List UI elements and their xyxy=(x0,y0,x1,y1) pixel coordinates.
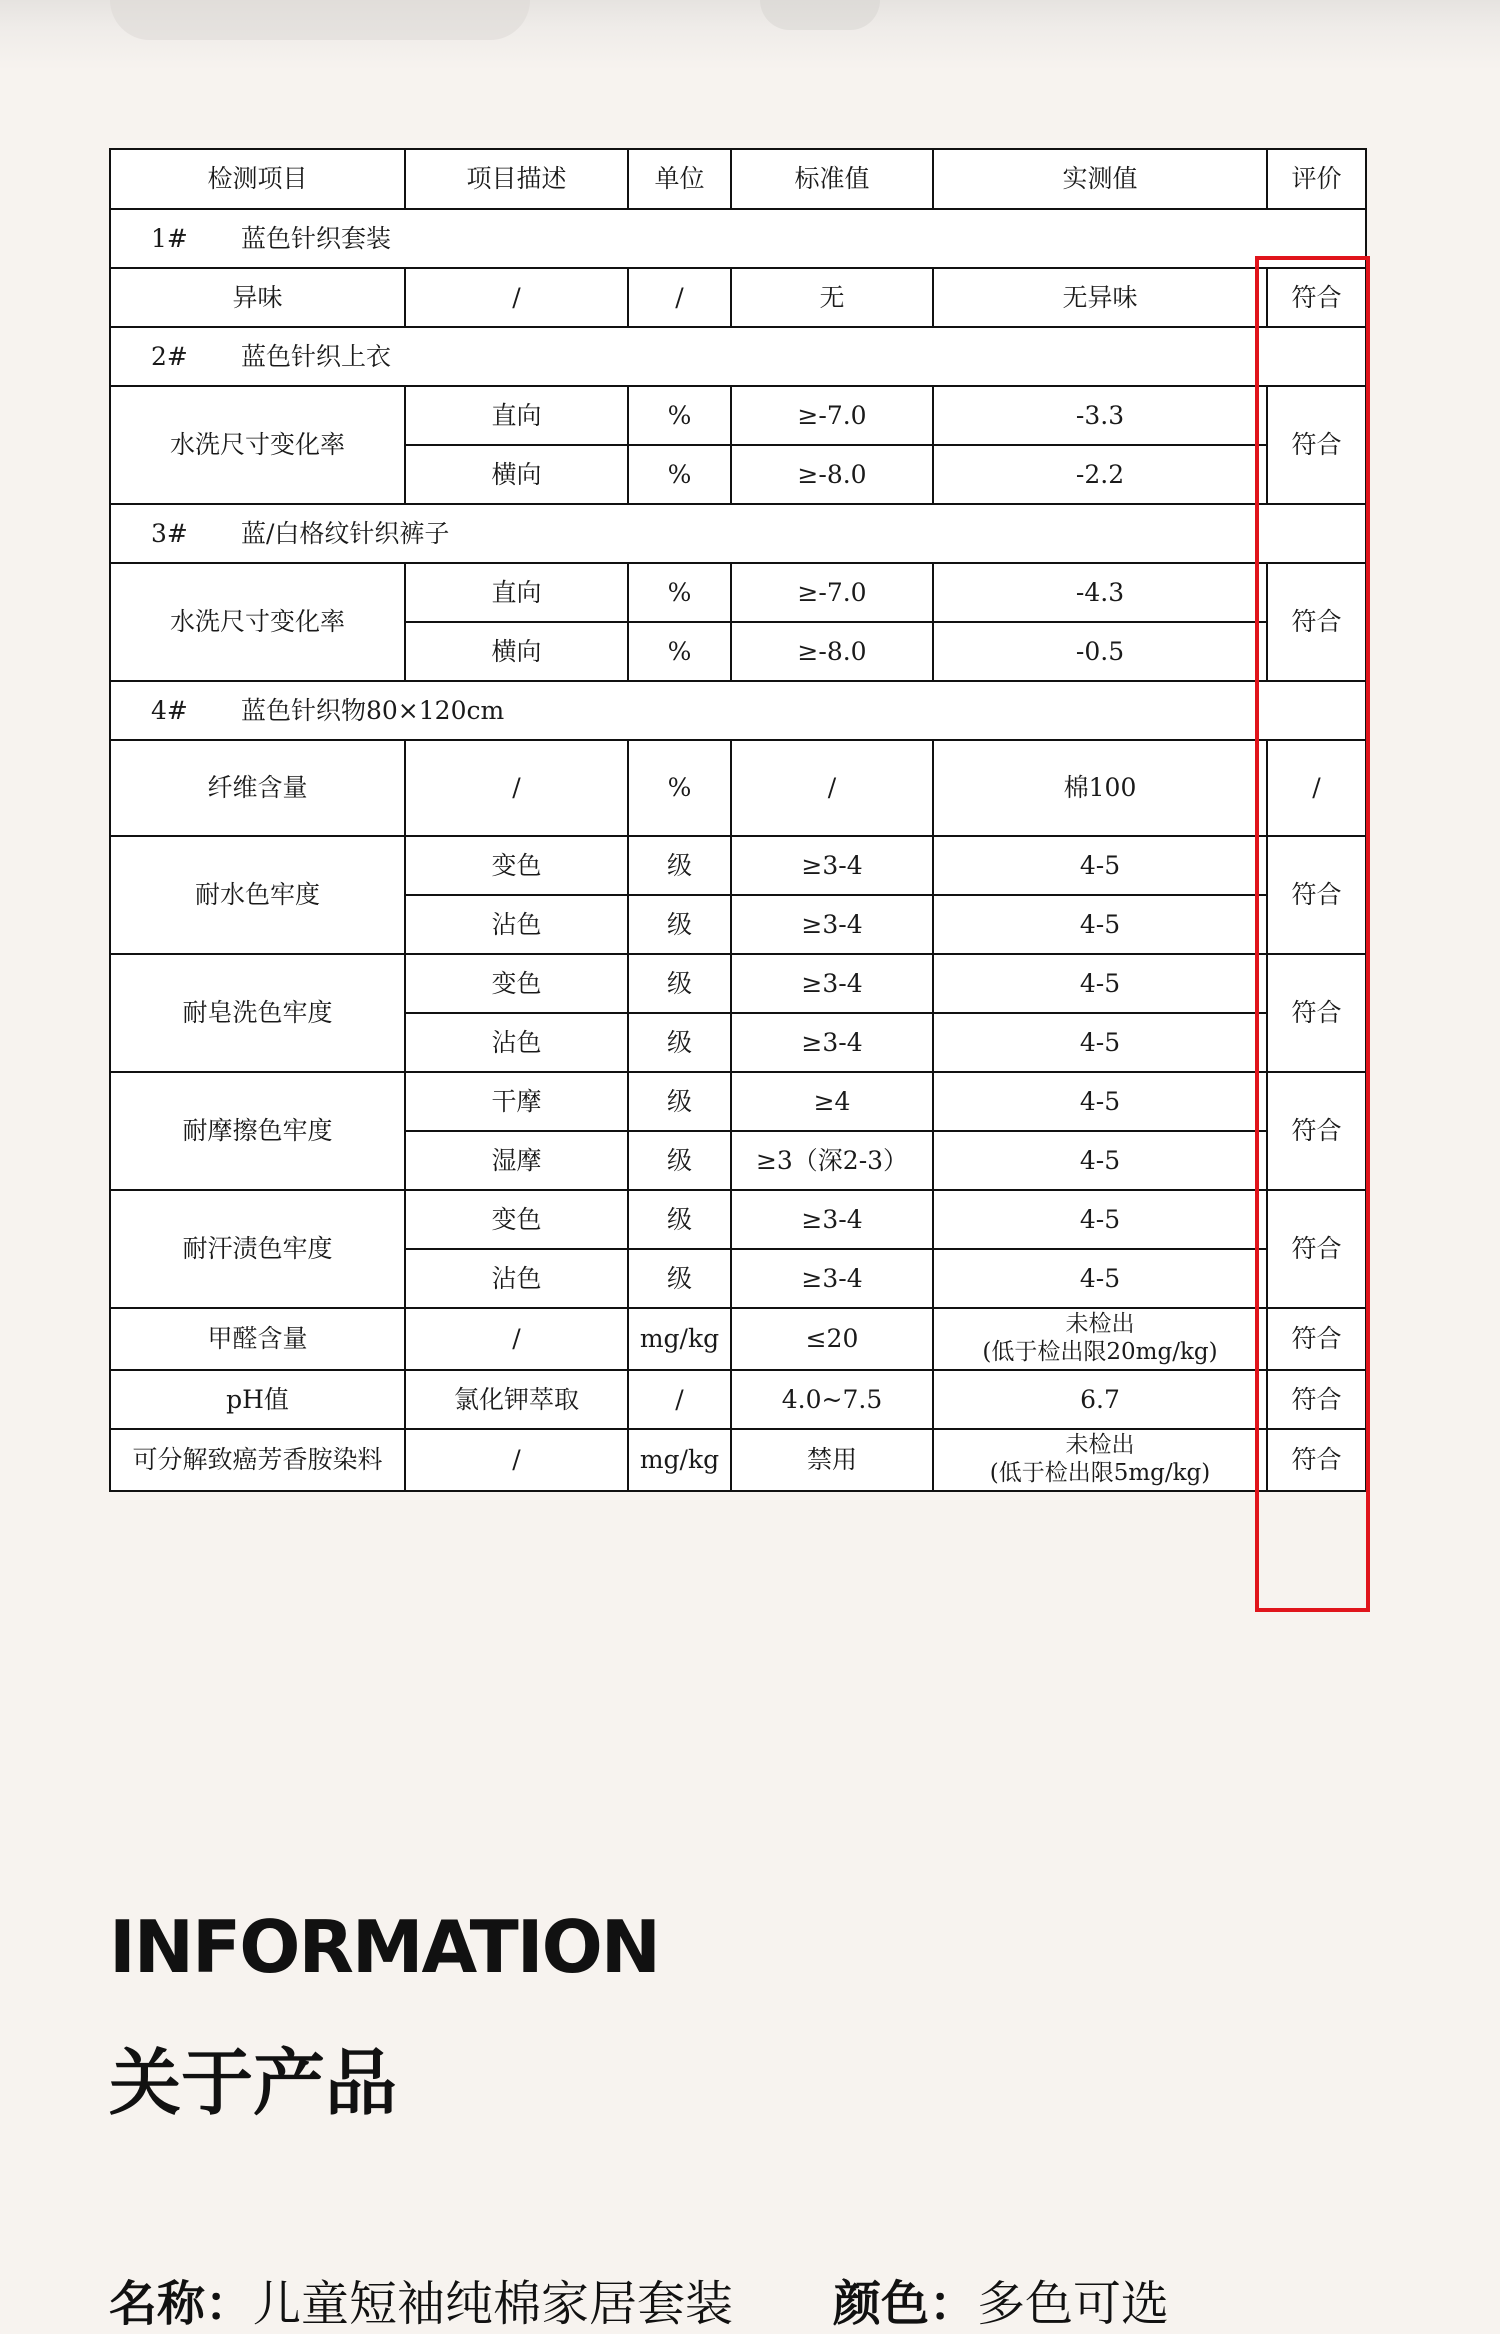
desc-cell: / xyxy=(405,1308,628,1370)
item-cell: 纤维含量 xyxy=(110,740,405,836)
group-title xyxy=(110,209,1366,268)
item-cell: 可分解致癌芳香胺染料 xyxy=(110,1429,405,1491)
evaluation-cell: 符合 xyxy=(1267,954,1366,1072)
standard-cell: ≥3-4 xyxy=(731,1249,933,1308)
group-name: 蓝色针织套装 xyxy=(241,223,392,253)
standard-cell: ≥3-4 xyxy=(731,895,933,954)
evaluation-cell: 符合 xyxy=(1267,1190,1366,1308)
group-title xyxy=(110,327,1366,386)
name-value: 儿童短袖纯棉家居套装 xyxy=(253,2276,734,2332)
group-name: 蓝色针织物80×120cm xyxy=(241,695,505,725)
desc-cell: 变色 xyxy=(405,1190,628,1249)
measured-cell: 4-5 xyxy=(933,1249,1267,1308)
measured-cell: 4-5 xyxy=(933,1072,1267,1131)
item-cell: 水洗尺寸变化率 xyxy=(110,563,405,681)
desc-cell: 变色 xyxy=(405,954,628,1013)
group-title xyxy=(110,681,1366,740)
item-cell: 耐水色牢度 xyxy=(110,836,405,954)
desc-cell: 直向 xyxy=(405,563,628,622)
top-image-fade xyxy=(0,0,1500,70)
measured-cell: -2.2 xyxy=(933,445,1267,504)
table-row xyxy=(110,836,1366,895)
group-number: 1# xyxy=(151,223,188,253)
group-header-row xyxy=(110,327,1366,386)
header-cell: 评价 xyxy=(1267,149,1366,209)
item-cell: 甲醛含量 xyxy=(110,1308,405,1370)
measured-result: 未检出 xyxy=(1065,1311,1135,1338)
desc-cell: 湿摩 xyxy=(405,1131,628,1190)
standard-cell: ≥-7.0 xyxy=(731,386,933,445)
table-header-row xyxy=(110,149,1366,209)
desc-cell: / xyxy=(405,1429,628,1491)
unit-cell: / xyxy=(628,268,731,327)
standard-cell: 4.0~7.5 xyxy=(731,1370,933,1429)
measured-cell: 无异味 xyxy=(933,268,1267,327)
unit-cell: 级 xyxy=(628,1190,731,1249)
desc-cell: 横向 xyxy=(405,445,628,504)
measured-cell: 棉100 xyxy=(933,740,1267,836)
measured-cell xyxy=(933,1429,1267,1491)
color-label: 颜色： xyxy=(833,2276,978,2332)
detection-limit: (低于检出限5mg/kg) xyxy=(989,1460,1211,1486)
evaluation-cell: 符合 xyxy=(1267,1072,1366,1190)
standard-cell: ≥-8.0 xyxy=(731,445,933,504)
header-cell: 单位 xyxy=(628,149,731,209)
standard-cell: ≤20 xyxy=(731,1308,933,1370)
group-number: 3# xyxy=(151,518,188,548)
standard-cell: ≥3（深2-3） xyxy=(731,1131,933,1190)
table-row xyxy=(110,268,1366,327)
desc-cell: 变色 xyxy=(405,836,628,895)
section-title: INFORMATION xyxy=(109,1905,660,1989)
table-row xyxy=(110,1308,1366,1370)
evaluation-cell: / xyxy=(1267,740,1366,836)
group-header-row xyxy=(110,209,1366,268)
standard-cell: ≥4 xyxy=(731,1072,933,1131)
item-cell: 异味 xyxy=(110,268,405,327)
unit-cell: 级 xyxy=(628,1249,731,1308)
measured-cell: 4-5 xyxy=(933,836,1267,895)
group-header-row xyxy=(110,681,1366,740)
measured-cell: 4-5 xyxy=(933,1190,1267,1249)
table-row xyxy=(110,954,1366,1013)
item-cell: pH值 xyxy=(110,1370,405,1429)
group-name: 蓝/白格纹针织裤子 xyxy=(241,518,450,548)
group-number: 2# xyxy=(151,341,188,371)
color-value: 多色可选 xyxy=(977,2276,1170,2332)
measured-cell: -4.3 xyxy=(933,563,1267,622)
product-spec-row xyxy=(109,2265,1169,2334)
desc-cell: 直向 xyxy=(405,386,628,445)
table-row xyxy=(110,386,1366,445)
table-row xyxy=(110,1190,1366,1249)
header-cell: 项目描述 xyxy=(405,149,628,209)
evaluation-cell: 符合 xyxy=(1267,386,1366,504)
header-cell: 标准值 xyxy=(731,149,933,209)
measured-cell: -0.5 xyxy=(933,622,1267,681)
table-row xyxy=(110,563,1366,622)
measured-cell: 4-5 xyxy=(933,895,1267,954)
unit-cell: 级 xyxy=(628,1131,731,1190)
evaluation-cell: 符合 xyxy=(1267,1308,1366,1370)
desc-cell: 氯化钾萃取 xyxy=(405,1370,628,1429)
top-shadow-right xyxy=(760,0,880,30)
evaluation-cell: 符合 xyxy=(1267,268,1366,327)
desc-cell: / xyxy=(405,268,628,327)
evaluation-cell: 符合 xyxy=(1267,836,1366,954)
unit-cell: mg/kg xyxy=(628,1308,731,1370)
group-name: 蓝色针织上衣 xyxy=(241,341,392,371)
standard-cell: ≥-8.0 xyxy=(731,622,933,681)
group-header-row xyxy=(110,504,1366,563)
unit-cell: 级 xyxy=(628,954,731,1013)
standard-cell: / xyxy=(731,740,933,836)
group-number: 4# xyxy=(151,695,188,725)
standard-cell: ≥3-4 xyxy=(731,1013,933,1072)
desc-cell: 沾色 xyxy=(405,1249,628,1308)
unit-cell: % xyxy=(628,740,731,836)
standard-cell: ≥3-4 xyxy=(731,1190,933,1249)
unit-cell: 级 xyxy=(628,1072,731,1131)
evaluation-cell: 符合 xyxy=(1267,1429,1366,1491)
table-row xyxy=(110,740,1366,836)
measured-cell: 6.7 xyxy=(933,1370,1267,1429)
evaluation-cell: 符合 xyxy=(1267,563,1366,681)
measured-cell: -3.3 xyxy=(933,386,1267,445)
header-cell: 检测项目 xyxy=(110,149,405,209)
desc-cell: 沾色 xyxy=(405,1013,628,1072)
top-shadow-left xyxy=(110,0,530,40)
standard-cell: 禁用 xyxy=(731,1429,933,1491)
section-subtitle: 关于产品 xyxy=(109,2041,398,2125)
table-row xyxy=(110,1429,1366,1491)
item-cell: 耐皂洗色牢度 xyxy=(110,954,405,1072)
item-cell: 耐汗渍色牢度 xyxy=(110,1190,405,1308)
standard-cell: ≥3-4 xyxy=(731,954,933,1013)
desc-cell: 横向 xyxy=(405,622,628,681)
unit-cell: mg/kg xyxy=(628,1429,731,1491)
detection-limit: (低于检出限20mg/kg) xyxy=(982,1339,1218,1365)
desc-cell: 沾色 xyxy=(405,895,628,954)
unit-cell: 级 xyxy=(628,1013,731,1072)
measured-cell: 4-5 xyxy=(933,1013,1267,1072)
table-row xyxy=(110,1072,1366,1131)
unit-cell: / xyxy=(628,1370,731,1429)
header-cell: 实测值 xyxy=(933,149,1267,209)
unit-cell: % xyxy=(628,445,731,504)
measured-cell: 4-5 xyxy=(933,954,1267,1013)
evaluation-cell: 符合 xyxy=(1267,1370,1366,1429)
standard-cell: ≥3-4 xyxy=(731,836,933,895)
table-row xyxy=(110,1370,1366,1429)
name-label: 名称： xyxy=(109,2276,254,2332)
group-title xyxy=(110,504,1366,563)
test-report-table xyxy=(109,148,1367,1492)
desc-cell: / xyxy=(405,740,628,836)
measured-cell: 4-5 xyxy=(933,1131,1267,1190)
unit-cell: % xyxy=(628,563,731,622)
unit-cell: % xyxy=(628,622,731,681)
measured-cell xyxy=(933,1308,1267,1370)
standard-cell: ≥-7.0 xyxy=(731,563,933,622)
measured-result: 未检出 xyxy=(1065,1432,1135,1459)
unit-cell: 级 xyxy=(628,895,731,954)
item-cell: 水洗尺寸变化率 xyxy=(110,386,405,504)
unit-cell: % xyxy=(628,386,731,445)
standard-cell: 无 xyxy=(731,268,933,327)
unit-cell: 级 xyxy=(628,836,731,895)
desc-cell: 干摩 xyxy=(405,1072,628,1131)
item-cell: 耐摩擦色牢度 xyxy=(110,1072,405,1190)
